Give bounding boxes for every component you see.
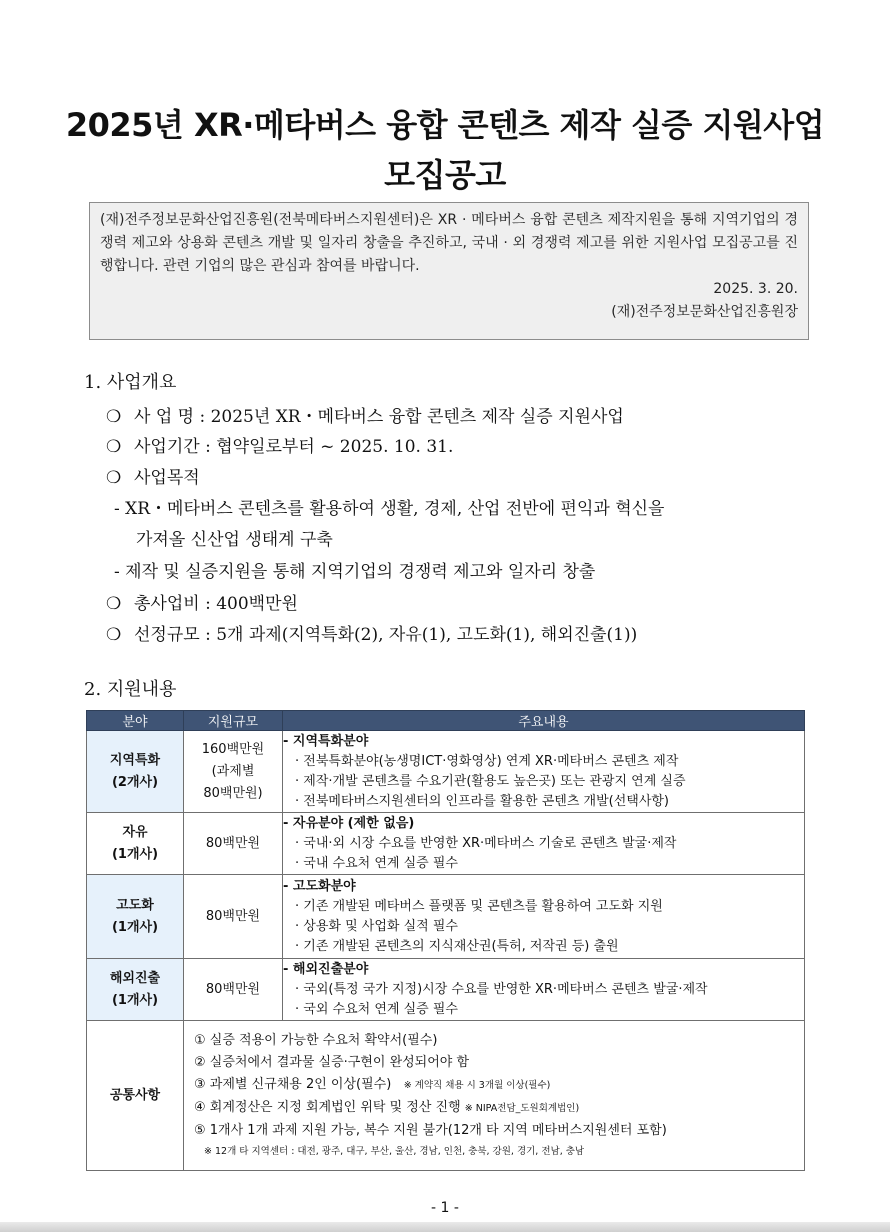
table-row-common: [87, 1021, 805, 1171]
common-item-2: ② 실증처에서 결과물 실증·구현이 완성되어야 함: [194, 1054, 470, 1070]
circle-bullet-icon: ❍: [106, 437, 122, 457]
category-cell: [87, 813, 184, 875]
common-item-3-text: ③ 과제별 신규채용 2인 이상(필수): [194, 1076, 392, 1092]
support-table: [86, 710, 805, 1171]
content-cell: [283, 813, 805, 875]
table-row: [87, 959, 805, 1021]
section1-heading: 1. 사업개요: [84, 372, 177, 393]
scale-note: (과제별: [211, 763, 255, 779]
page-number: - 1 -: [431, 1200, 459, 1216]
scale-cell: [184, 731, 283, 813]
purpose-item-1a: - XR・메타버스 콘텐츠를 활용하여 생활, 경제, 산업 전반에 편익과 혁신을: [114, 499, 665, 519]
content-cell: [283, 875, 805, 959]
content-item: · 국내·외 시장 수요를 반영한 XR·메타버스 기술로 콘텐츠 발굴·제작: [295, 835, 677, 851]
common-item-4: [192, 1097, 804, 1120]
intro-body: (재)전주정보문화산업진흥원(전북메타버스지원센터)은 XR · 메타버스 융합 콘텐츠 제작지원을 통해 지역기업의 경쟁력 제고와 상용화 콘텐츠 개발 및 일자리 창출을 추진하고, 국내 · 외 경쟁력 제고를 위한 지원사업 모집공고를 진행합니다. 관련 기업의 많은 관심과 참여를 바랍니다.: [100, 212, 798, 274]
scale-cell: [184, 875, 283, 959]
budget-text: 총사업비 : 400백만원: [134, 594, 298, 614]
category-name: 고도화: [116, 897, 154, 913]
common-item-5: ⑤ 1개사 1개 과제 지원 가능, 복수 지원 불가(12개 타 지역 메타버스지원센터 포함): [194, 1122, 667, 1138]
purpose-item-1b: 가져올 신산업 생태계 구축: [136, 530, 333, 550]
content-cell: [283, 731, 805, 813]
category-name: 자유: [122, 824, 148, 840]
category-count: (1개사): [111, 992, 159, 1008]
title-line-2: 모집공고: [384, 156, 506, 194]
common-item-4-text: ④ 회계정산은 지정 회계법인 위탁 및 정산 진행: [194, 1099, 461, 1115]
common-label-cell: 공통사항: [87, 1021, 184, 1171]
content-item: · 국외 수요처 연계 실증 필수: [295, 1001, 458, 1017]
content-item: · 기존 개발된 메타버스 플랫폼 및 콘텐츠를 활용하여 고도화 지원: [295, 898, 663, 914]
table-header-row: [87, 711, 805, 731]
common-item-1: ① 실증 적용이 가능한 수요처 확약서(필수): [194, 1032, 438, 1048]
content-item: · 상용화 및 사업화 실적 필수: [295, 918, 458, 934]
project-purpose-text: 사업목적: [134, 468, 200, 488]
common-content-cell: [184, 1021, 805, 1171]
selection-text: 선정규모 : 5개 과제(지역특화(2), 자유(1), 고도화(1), 해외진출(1)): [134, 625, 638, 645]
title-line-1: 2025년 XR·메타버스 융합 콘텐츠 제작 실증 지원사업: [65, 106, 825, 144]
content-cell: [283, 959, 805, 1021]
category-cell: [87, 875, 184, 959]
content-heading: - 지역특화분야: [283, 733, 369, 749]
category-count: (1개사): [111, 846, 159, 862]
common-item-3-note: ※ 계약직 채용 시 3개월 이상(필수): [403, 1079, 551, 1091]
scale-amount: 80백만원: [205, 835, 261, 851]
scale-note: 80백만원): [203, 785, 263, 801]
category-cell: [87, 731, 184, 813]
intro-date: 2025. 3. 20.: [713, 281, 798, 297]
category-count: (2개사): [111, 774, 159, 790]
scale-amount: 160백만원: [201, 741, 265, 757]
category-cell: [87, 959, 184, 1021]
circle-bullet-icon: ❍: [106, 468, 122, 488]
common-item-5-note: ※ 12개 타 지역센터 : 대전, 광주, 대구, 부산, 울산, 경남, 인천, 충북, 강원, 경기, 전남, 충남: [204, 1145, 585, 1157]
project-name-text: 사 업 명 : 2025년 XR・메타버스 융합 콘텐츠 제작 실증 지원사업: [134, 407, 624, 427]
content-item: · 기존 개발된 콘텐츠의 지식재산권(특허, 저작권 등) 출원: [295, 938, 619, 954]
scale-amount: 80백만원: [205, 981, 261, 997]
category-count: (1개사): [111, 919, 159, 935]
intro-issuer: (재)전주정보문화산업진흥원장: [611, 304, 798, 320]
bullet-selection: [106, 620, 637, 645]
header-scale: 지원규모: [184, 711, 283, 731]
scale-cell: [184, 813, 283, 875]
content-item: · 국외(특정 국가 지정)시장 수요를 반영한 XR·메타버스 콘텐츠 발굴·제작: [295, 981, 708, 997]
content-item: · 전북메타버스지원센터의 인프라를 활용한 콘텐츠 개발(선택사항): [295, 793, 670, 809]
content-item: · 제작·개발 콘텐츠를 수요기관(활용도 높은곳) 또는 관광지 연계 실증: [295, 773, 686, 789]
content-item: · 국내 수요처 연계 실증 필수: [295, 855, 458, 871]
intro-box: [89, 202, 809, 340]
category-name: 지역특화: [109, 752, 161, 768]
project-period-text: 사업기간 : 협약일로부터 ~ 2025. 10. 31.: [134, 437, 454, 457]
section2-heading: 2. 지원내용: [84, 679, 177, 700]
purpose-item-2: - 제작 및 실증지원을 통해 지역기업의 경쟁력 제고와 일자리 창출: [114, 562, 596, 582]
bullet-project-name: [106, 402, 624, 427]
content-heading: - 고도화분야: [283, 878, 356, 894]
content-heading: - 해외진출분야: [283, 961, 369, 977]
scale-cell: [184, 959, 283, 1021]
content-heading: - 자유분야 (제한 없음): [283, 815, 415, 831]
header-content: 주요내용: [283, 711, 805, 731]
common-item-3: [192, 1074, 804, 1097]
bullet-project-period: [106, 432, 453, 457]
circle-bullet-icon: ❍: [106, 594, 122, 614]
header-field: 분야: [87, 711, 184, 731]
category-name: 해외진출: [109, 970, 161, 986]
table-row: [87, 875, 805, 959]
common-item-4-note: ※ NIPA전담_도원회계법인): [464, 1102, 580, 1114]
circle-bullet-icon: ❍: [106, 407, 122, 427]
content-item: · 전북특화분야(농생명ICT·영화영상) 연계 XR·메타버스 콘텐츠 제작: [295, 753, 679, 769]
page-bottom-edge: [0, 1222, 890, 1232]
bullet-project-purpose: [106, 463, 200, 488]
bullet-budget: [106, 589, 298, 614]
scale-amount: 80백만원: [205, 908, 261, 924]
circle-bullet-icon: ❍: [106, 625, 122, 645]
table-row: [87, 813, 805, 875]
table-row: [87, 731, 805, 813]
